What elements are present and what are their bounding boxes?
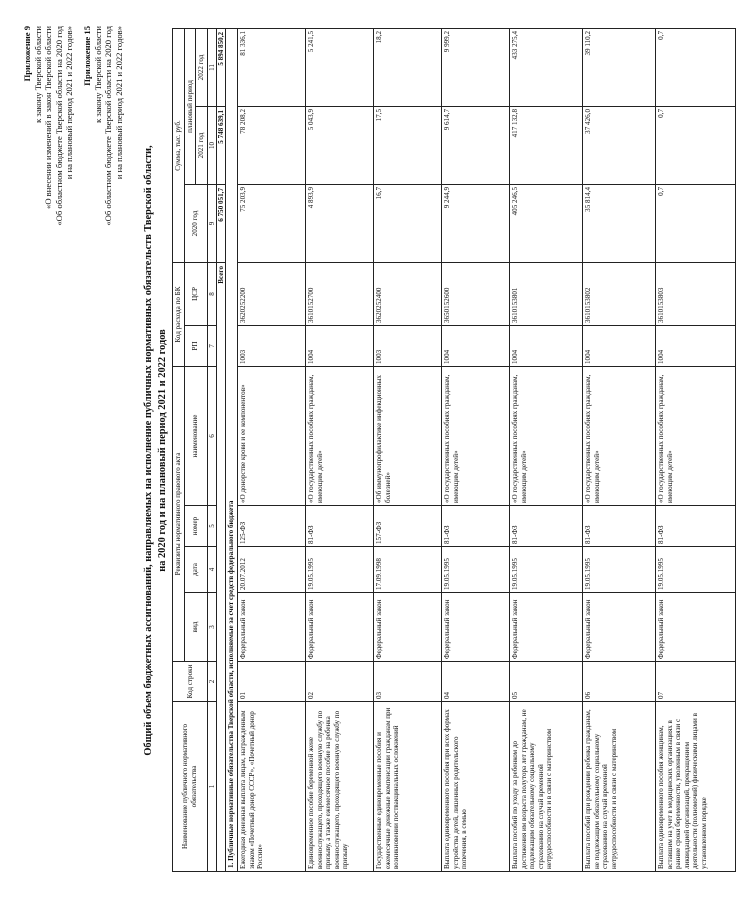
column-number: 2 (207, 662, 216, 702)
obligation-name: Выплата пособий при рождении ребенка гражданам, не подлежащим обязательному социальному страхованию на случай временной нетрудоспособности и в связи с материнством (582, 702, 655, 872)
total-2020: 6 750 051,7 (216, 185, 226, 263)
header-csr: ЦСР (184, 263, 207, 326)
document-title (142, 30, 169, 871)
act-name: «О государственных пособиях гражданам, имеющим детей» (582, 367, 655, 506)
amount-2022: 5 241,5 (305, 28, 373, 106)
amount-2020: 4 893,9 (305, 185, 373, 263)
table-row (582, 28, 655, 871)
amount-2021: 37 426,0 (582, 107, 655, 185)
act-number: 81-ФЗ (305, 506, 373, 547)
appendix-9-line: и на плановый период 2021 и 2022 годов» (64, 26, 75, 180)
section-row (226, 28, 238, 871)
act-type: Федеральный закон (237, 593, 305, 662)
amount-2020: 0,7 (655, 185, 735, 263)
rp-code: 1004 (582, 326, 655, 367)
amount-2020: 16,7 (373, 185, 441, 263)
column-number: 5 (207, 506, 216, 547)
table-row (305, 28, 373, 871)
column-number: 11 (207, 28, 216, 106)
act-number: 81-ФЗ (509, 506, 582, 547)
table-row (373, 28, 441, 871)
header-act-date: дата (184, 547, 207, 593)
table-row (441, 28, 509, 871)
total-row (216, 28, 226, 871)
line-code: 05 (509, 662, 582, 702)
amount-2022: 39 110,2 (582, 28, 655, 106)
amount-2021: 17,5 (373, 107, 441, 185)
rp-code: 1004 (305, 326, 373, 367)
csr-code: 3650152600 (441, 263, 509, 326)
column-number: 4 (207, 547, 216, 593)
header-line-code: Код строки (173, 662, 208, 702)
act-date: 17.09.1998 (373, 547, 441, 593)
header-planned-period: плановый период (184, 28, 196, 184)
csr-code: 3620252200 (237, 263, 305, 326)
appendix-15-title: Приложение 15 (82, 26, 92, 86)
rp-code: 1004 (441, 326, 509, 367)
appendix-15-line: и на плановый период 2021 и 2022 годов» (113, 26, 124, 180)
line-code: 06 (582, 662, 655, 702)
header-bk-code: Код расхода по БК (173, 263, 185, 367)
column-number: 10 (207, 107, 216, 185)
header-rp: РП (184, 326, 207, 367)
document-title-line: Общий объем бюджетных ассигнований, направляемых на исполнение публичных нормативных обязательств Тверской области, (143, 145, 154, 756)
act-date: 19.05.1995 (582, 547, 655, 593)
rp-code: 1003 (373, 326, 441, 367)
header-2020: 2020 год (184, 185, 207, 263)
amount-2021: 0,7 (655, 107, 735, 185)
appendix-9-line: к закону Тверской области (32, 26, 43, 123)
amount-2022: 9 999,2 (441, 28, 509, 106)
act-number: 81-ФЗ (582, 506, 655, 547)
line-code: 03 (373, 662, 441, 702)
csr-code: 3610153803 (655, 263, 735, 326)
act-date: 19.05.1995 (509, 547, 582, 593)
line-code: 07 (655, 662, 735, 702)
obligation-name: Выплата единовременного пособия при всех формах устройства детей, лишенных родительского попечения, в семью (441, 702, 509, 872)
header-2022: 2022 год (196, 28, 208, 106)
line-code: 04 (441, 662, 509, 702)
appendix-9-block (22, 26, 75, 226)
act-name: «О государственных пособиях гражданам, имеющим детей» (441, 367, 509, 506)
total-label: Всего (216, 263, 226, 872)
appendix-9-title: Приложение 9 (22, 26, 32, 82)
total-2022: 5 894 850,2 (216, 28, 226, 106)
section-title: 1. Публичные нормативные обязательства Тверской области, исполняемые за счет средств федерального бюджета (226, 28, 238, 871)
amount-2020: 75 203,9 (237, 185, 305, 263)
act-date: 20.07.2012 (237, 547, 305, 593)
header-act-name: наименование (184, 367, 207, 506)
appendix-15-block (82, 26, 124, 226)
header-obligation-name: Наименование публичного нормативного обязательства (173, 702, 208, 872)
obligation-name: Выплата пособий по уходу за ребенком до достижения им возраста полутора лет гражданам, не подлежащим обязательному социальному страхованию на случай временной нетрудоспособности и в связи с материнством (509, 702, 582, 872)
amount-2020: 405 246,5 (509, 185, 582, 263)
column-number-row (207, 28, 216, 871)
act-number: 81-ФЗ (655, 506, 735, 547)
act-name: «О государственных пособиях гражданам, имеющим детей» (509, 367, 582, 506)
column-number: 6 (207, 367, 216, 506)
document-title-line: на 2020 год и на плановый период 2021 и 2022 годов (156, 329, 168, 572)
act-name: «Об иммунопрофилактике инфекционных болезней» (373, 367, 441, 506)
obligation-name: Государственные единовременные пособия и ежемесячные денежные компенсации гражданам при возникновении поствакцинальных осложнений (373, 702, 441, 872)
amount-2022: 18,2 (373, 28, 441, 106)
act-type: Федеральный закон (373, 593, 441, 662)
table-row (237, 28, 305, 871)
amount-2020: 9 244,9 (441, 185, 509, 263)
table-row (655, 28, 735, 871)
amount-2021: 9 614,7 (441, 107, 509, 185)
total-2021: 5 748 639,1 (216, 107, 226, 185)
act-number: 157-ФЗ (373, 506, 441, 547)
act-name: «О государственных пособиях гражданам, имеющим детей» (305, 367, 373, 506)
act-type: Федеральный закон (305, 593, 373, 662)
csr-code: 3610152700 (305, 263, 373, 326)
column-number: 9 (207, 185, 216, 263)
column-number: 7 (207, 326, 216, 367)
appendix-15-line: к закону Тверской области (92, 26, 103, 123)
act-name: «О государственных пособиях гражданам, имеющим детей» (655, 367, 735, 506)
rp-code: 1003 (237, 326, 305, 367)
appendix-9-line: «Об областном бюджете Тверской области на 2020 год (53, 26, 64, 226)
act-date: 19.05.1995 (305, 547, 373, 593)
amount-2021: 78 208,2 (237, 107, 305, 185)
table-row (509, 28, 582, 871)
act-name: «О донорстве крови и ее компонентов» (237, 367, 305, 506)
amount-2022: 81 336,1 (237, 28, 305, 106)
act-number: 81-ФЗ (441, 506, 509, 547)
header-act-details: Реквизиты нормативного правового акта (173, 367, 185, 662)
amount-2022: 433 275,4 (509, 28, 582, 106)
act-type: Федеральный закон (582, 593, 655, 662)
act-date: 19.05.1995 (655, 547, 735, 593)
act-date: 19.05.1995 (441, 547, 509, 593)
header-2021: 2021 год (196, 107, 208, 185)
header-act-type: вид (184, 593, 207, 662)
appendix-15-line: «Об областном бюджете Тверской области на 2020 год (103, 26, 114, 226)
amount-2022: 0,7 (655, 28, 735, 106)
header-sum: Сумма, тыс. руб. (173, 28, 185, 262)
column-number: 1 (207, 702, 216, 872)
act-type: Федеральный закон (509, 593, 582, 662)
amount-2020: 35 814,4 (582, 185, 655, 263)
header-act-number: номер (184, 506, 207, 547)
act-type: Федеральный закон (655, 593, 735, 662)
line-code: 01 (237, 662, 305, 702)
csr-code: 3610153801 (509, 263, 582, 326)
line-code: 02 (305, 662, 373, 702)
budget-table (172, 28, 736, 872)
csr-code: 3620252400 (373, 263, 441, 326)
appendix-9-line: «О внесении изменений в закон Тверской области (43, 26, 54, 209)
obligation-name: Единовременное пособие беременной жене военнослужащего, проходящего военную службу по призыву, а также ежемесячное пособие на ребенка военнослужащего, проходящего военную службу по призыву (305, 702, 373, 872)
column-number: 8 (207, 263, 216, 326)
obligation-name: Ежегодная денежная выплата лицам, награжденным знаком «Почетный донор СССР», «Почетный донор России» (237, 702, 305, 872)
act-type: Федеральный закон (441, 593, 509, 662)
rp-code: 1004 (655, 326, 735, 367)
amount-2021: 417 132,8 (509, 107, 582, 185)
rp-code: 1004 (509, 326, 582, 367)
act-number: 125-ФЗ (237, 506, 305, 547)
amount-2021: 5 043,9 (305, 107, 373, 185)
csr-code: 3610153802 (582, 263, 655, 326)
obligation-name: Выплата единовременного пособия женщинам, вставшим на учет в медицинских организациях в ранние сроки беременности, уволенным в связи с ликвидацией организаций, прекращением деятельности (полномочий) физическими лицами в установленном порядке (655, 702, 735, 872)
column-number: 3 (207, 593, 216, 662)
